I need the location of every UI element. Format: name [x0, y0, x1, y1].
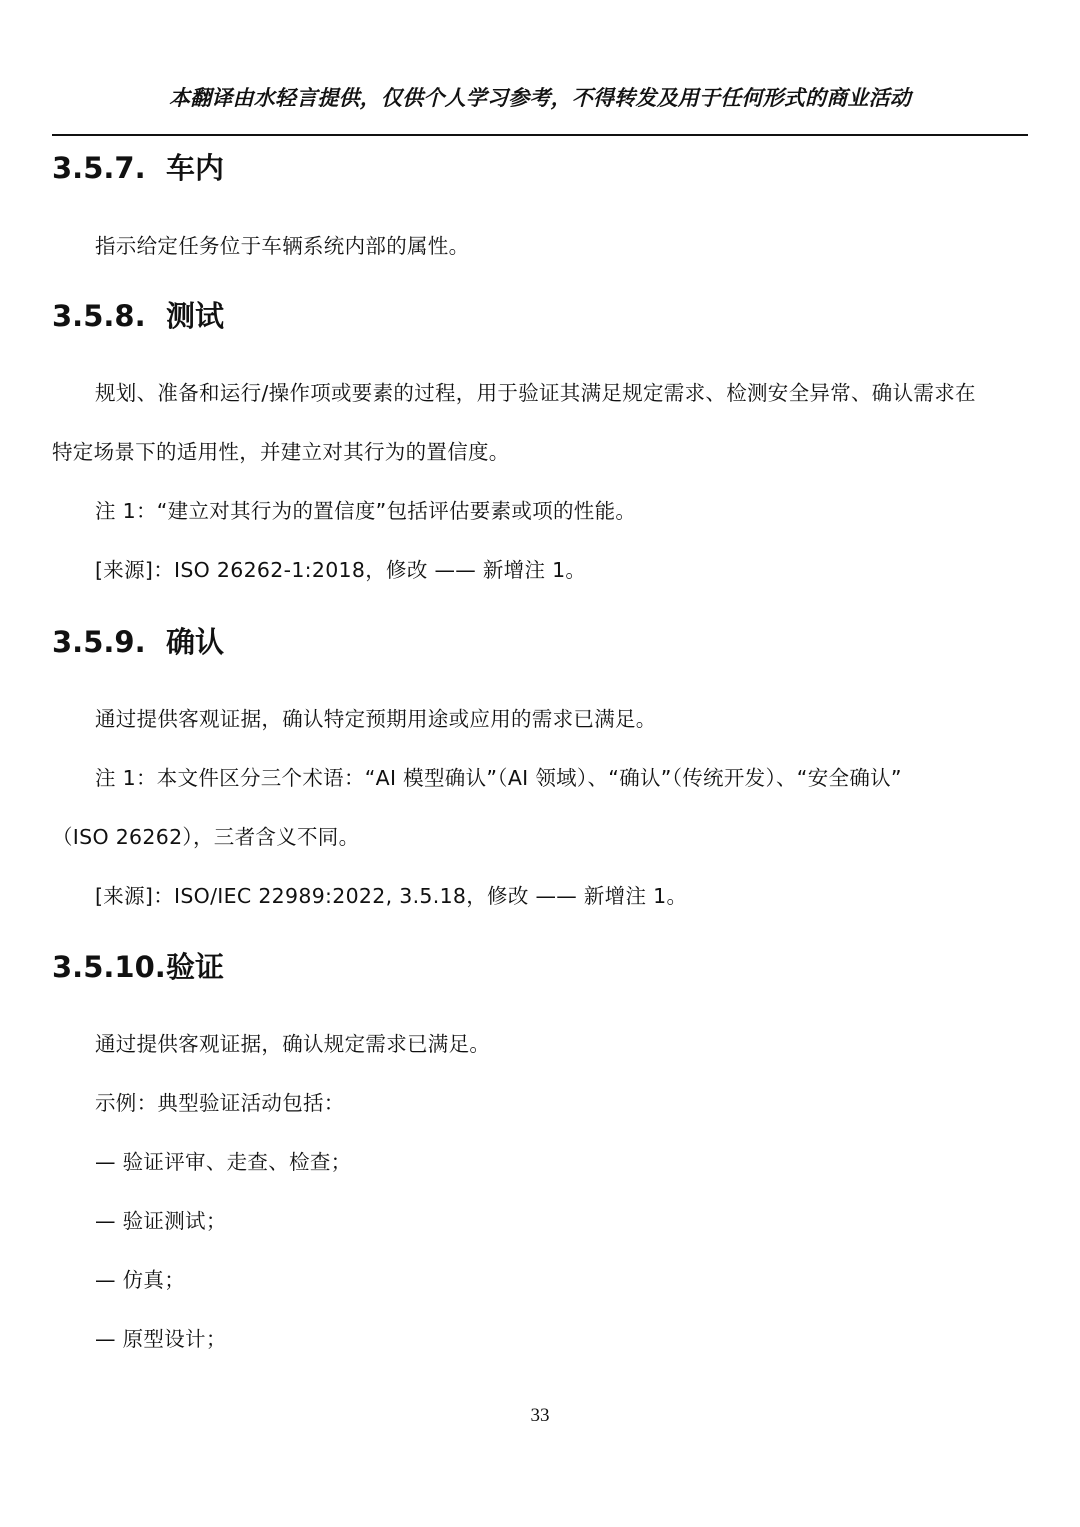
section-heading-3-5-10 — [52, 945, 224, 986]
list-item: — 原型设计； — [95, 1327, 227, 1351]
section-number: 3.5.8. — [52, 299, 146, 333]
section-heading-3-5-9 — [52, 620, 224, 661]
paragraph: 通过提供客观证据，确认规定需求已满足。 — [95, 1032, 491, 1056]
section-title: 验证 — [166, 950, 225, 984]
note-continuation: （ISO 26262），三者含义不同。 — [52, 825, 360, 849]
note: 注 1：本文件区分三个术语：“AI 模型确认”（AI 领域）、“确认”（传统开发）、“安全确认” — [95, 766, 902, 790]
header-rule — [52, 134, 1028, 136]
section-number: 3.5.10. — [52, 950, 166, 984]
list-item: — 验证测试； — [95, 1209, 227, 1233]
section-heading-3-5-7 — [52, 146, 224, 187]
section-title: 测试 — [166, 299, 225, 333]
source-reference: [来源]：ISO/IEC 22989:2022, 3.5.18，修改 —— 新增注 1。 — [95, 884, 688, 908]
list-item: — 仿真； — [95, 1268, 186, 1292]
source-reference: [来源]：ISO 26262-1:2018，修改 —— 新增注 1。 — [95, 558, 587, 582]
paragraph: 规划、准备和运行/操作项或要素的过程，用于验证其满足规定需求、检测安全异常、确认需求在 — [95, 381, 976, 405]
section-heading-3-5-8 — [52, 294, 224, 335]
note: 注 1：“建立对其行为的置信度”包括评估要素或项的性能。 — [95, 499, 637, 523]
paragraph: 通过提供客观证据，确认特定预期用途或应用的需求已满足。 — [95, 707, 657, 731]
section-title: 确认 — [166, 625, 225, 659]
paragraph-continuation: 特定场景下的适用性，并建立对其行为的置信度。 — [52, 440, 510, 464]
section-number: 3.5.9. — [52, 625, 146, 659]
paragraph: 指示给定任务位于车辆系统内部的属性。 — [95, 234, 470, 258]
section-title: 车内 — [166, 151, 225, 185]
section-number: 3.5.7. — [52, 151, 146, 185]
page-header-notice: 本翻译由水轻言提供，仅供个人学习参考，不得转发及用于任何形式的商业活动 — [169, 86, 911, 110]
list-item: — 验证评审、走查、检查； — [95, 1150, 352, 1174]
example-intro: 示例：典型验证活动包括： — [95, 1091, 345, 1115]
page-number: 33 — [530, 1405, 550, 1426]
